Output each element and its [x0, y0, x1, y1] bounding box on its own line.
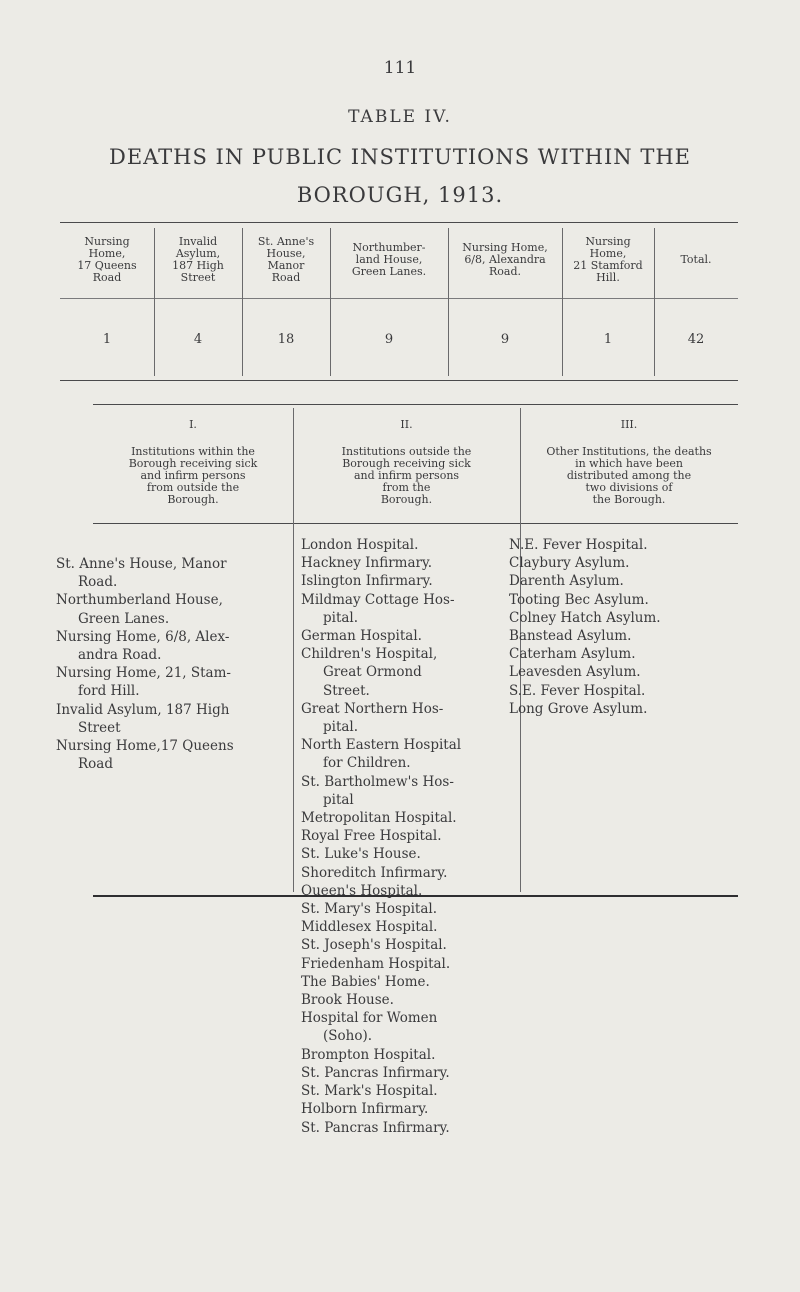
- summary-header-line: Asylum,: [175, 247, 221, 260]
- list-item-line: Caterham Asylum.: [509, 646, 636, 663]
- section-description-line: and infirm persons: [140, 469, 246, 482]
- list-item-line: German Hospital.: [301, 628, 422, 645]
- summary-header-line: Total.: [680, 253, 712, 266]
- summary-value-5: 9: [500, 332, 510, 347]
- list-item-line: Long Grove Asylum.: [509, 700, 648, 717]
- summary-header-line: Home,: [589, 247, 627, 260]
- list-item-line: Royal Free Hospital.: [301, 828, 442, 845]
- list-item-line: Street: [78, 719, 121, 736]
- list-item-line: N.E. Fever Hospital.: [509, 537, 648, 553]
- summary-header-line: land House,: [355, 253, 423, 266]
- list-item-line: ford Hill.: [78, 683, 140, 700]
- section-description-line: distributed among the: [566, 469, 692, 482]
- list-item-line: Claybury Asylum.: [509, 555, 630, 572]
- section-description-line: from outside the: [146, 481, 240, 494]
- list-item: [509, 700, 738, 718]
- list-item: [301, 1119, 517, 1137]
- section-numeral-2: II.: [400, 418, 413, 431]
- list-item: [509, 645, 738, 663]
- list-item-line: Invalid Asylum, 187 High: [56, 701, 230, 718]
- list-item-line: Tooting Bec Asylum.: [509, 591, 649, 608]
- list-item-line: Mildmay Cottage Hos-: [301, 591, 455, 608]
- list-item-line: Road.: [78, 574, 118, 591]
- list-item-line: Friedenham Hospital.: [301, 955, 451, 972]
- list-item: [56, 555, 290, 591]
- list-item: [301, 773, 517, 809]
- list-item-line: Darenth Asylum.: [509, 573, 624, 590]
- summary-header-line: 187 High: [172, 259, 224, 272]
- list-item-line: pital.: [323, 719, 359, 736]
- list-item: [301, 591, 517, 627]
- sections-header-rule: [93, 523, 738, 524]
- summary-header-line: Road.: [488, 265, 521, 278]
- summary-header-line: House,: [266, 247, 306, 260]
- list-item-line: Nursing Home,17 Queens: [56, 738, 234, 755]
- list-item-line: Brook House.: [301, 992, 394, 1009]
- list-item: [56, 591, 290, 627]
- list-item: [301, 1100, 517, 1118]
- page-heading-line-2: BOROUGH, 1913.: [296, 183, 504, 207]
- table-title: TABLE IV.: [348, 107, 452, 127]
- section-description-line: and infirm persons: [353, 469, 460, 482]
- list-item: [56, 701, 290, 737]
- list-item-line: Middlesex Hospital.: [301, 919, 438, 936]
- list-item: [301, 845, 517, 863]
- list-item: [301, 572, 517, 590]
- list-item-line: St. Joseph's Hospital.: [301, 937, 447, 954]
- list-item-line: Shoreditch Infirmary.: [301, 864, 448, 881]
- list-item-line: Brompton Hospital.: [301, 1046, 436, 1063]
- list-item: [509, 554, 738, 572]
- list-item: [301, 936, 517, 954]
- list-item-line: (Soho).: [323, 1028, 373, 1045]
- list-item: [301, 809, 517, 827]
- section-description-line: Institutions within the: [131, 445, 255, 458]
- list-item-line: Holborn Infirmary.: [301, 1101, 429, 1118]
- section-description-line: two divisions of: [585, 481, 673, 494]
- summary-header-line: 6/8, Alexandra: [464, 253, 546, 266]
- list-item-line: St. Pancras Infirmary.: [301, 1119, 450, 1136]
- list-item-line: Street.: [323, 682, 370, 699]
- summary-header-7: [654, 254, 738, 266]
- section-description-line: from the: [382, 481, 431, 494]
- summary-header-line: Home,: [88, 247, 126, 260]
- summary-header-3: [242, 236, 330, 284]
- section-list-3: [509, 536, 738, 718]
- section-description-line: Borough.: [167, 493, 219, 506]
- list-item-line: Great Ormond: [323, 664, 422, 681]
- list-item: [301, 827, 517, 845]
- list-item: [301, 864, 517, 882]
- list-item-line: Nursing Home, 21, Stam-: [56, 665, 231, 682]
- list-item: [301, 1064, 517, 1082]
- summary-value-7: 42: [687, 332, 705, 347]
- summary-value-2: 4: [193, 332, 203, 347]
- section-description-3: [520, 446, 738, 506]
- summary-value-1: 1: [102, 332, 112, 347]
- list-item: [301, 1009, 517, 1045]
- summary-header-line: Nursing: [84, 235, 130, 248]
- list-item-line: Green Lanes.: [78, 610, 170, 627]
- page-number: 111: [383, 58, 417, 78]
- list-item: [301, 900, 517, 918]
- list-item: [509, 682, 738, 700]
- section-description-line: Borough receiving sick: [128, 457, 258, 470]
- list-item-line: andra Road.: [78, 647, 162, 664]
- list-item-line: St. Bartholmew's Hos-: [301, 773, 454, 790]
- section-numeral-3: III.: [620, 418, 638, 431]
- list-item-line: Nursing Home, 6/8, Alex-: [56, 628, 230, 645]
- section-description-line: Other Institutions, the deaths: [546, 445, 712, 458]
- summary-value-6: 1: [603, 332, 613, 347]
- list-item: [509, 663, 738, 681]
- list-item: [509, 572, 738, 590]
- summary-header-6: [562, 236, 654, 284]
- list-item: [56, 737, 290, 773]
- summary-header-line: Green Lanes.: [351, 265, 427, 278]
- list-item-line: Colney Hatch Asylum.: [509, 609, 661, 626]
- list-item-line: Great Northern Hos-: [301, 700, 444, 717]
- list-item: [301, 554, 517, 572]
- list-item-line: St. Luke's House.: [301, 846, 421, 863]
- list-item-line: London Hospital.: [301, 537, 419, 553]
- list-item-line: St. Mark's Hospital.: [301, 1083, 438, 1100]
- list-item: [301, 1046, 517, 1064]
- list-item: [56, 628, 290, 664]
- list-item: [301, 955, 517, 973]
- list-item-line: for Children.: [323, 755, 411, 772]
- summary-table-bottom-rule: [60, 380, 738, 381]
- page-heading-line-1: DEATHS IN PUBLIC INSTITUTIONS WITHIN THE: [108, 145, 691, 169]
- list-item: [301, 991, 517, 1009]
- list-item-line: North Eastern Hospital: [301, 737, 462, 754]
- summary-value-4: 9: [384, 332, 394, 347]
- summary-column-divider: [562, 228, 563, 376]
- summary-header-5: [448, 242, 562, 278]
- list-item-line: Banstead Asylum.: [509, 628, 632, 645]
- section-list-1: [56, 555, 290, 773]
- sections-top-rule: [93, 404, 738, 405]
- list-item-line: pital.: [323, 609, 359, 626]
- section-numeral-1: I.: [189, 418, 197, 431]
- summary-header-line: Road: [271, 271, 301, 284]
- summary-column-divider: [654, 228, 655, 376]
- list-item: [56, 664, 290, 700]
- summary-header-line: Manor: [267, 259, 305, 272]
- summary-table-header-rule: [60, 298, 738, 299]
- section-description-line: the Borough.: [592, 493, 666, 506]
- list-item: [301, 700, 517, 736]
- list-item: [301, 645, 517, 700]
- list-item: [301, 1082, 517, 1100]
- summary-table-top-rule: [60, 222, 738, 223]
- summary-header-2: [154, 236, 242, 284]
- summary-header-line: Nursing: [585, 235, 631, 248]
- list-item-line: St. Mary's Hospital.: [301, 901, 438, 918]
- section-description-line: Borough.: [380, 493, 433, 506]
- summary-header-line: St. Anne's: [257, 235, 315, 248]
- list-item-line: Queen's Hospital.: [301, 882, 423, 899]
- list-item: [301, 627, 517, 645]
- summary-header-line: Nursing Home,: [462, 241, 548, 254]
- summary-header-line: Invalid: [178, 235, 218, 248]
- list-item-line: Islington Infirmary.: [301, 573, 433, 590]
- summary-header-1: [60, 236, 154, 284]
- list-item-line: St. Anne's House, Manor: [56, 556, 227, 572]
- list-item-line: pital: [323, 791, 354, 808]
- list-item-line: Hackney Infirmary.: [301, 555, 433, 572]
- summary-header-line: Hill.: [596, 271, 620, 284]
- list-item-line: Leavesden Asylum.: [509, 664, 641, 681]
- section-description-line: Institutions outside the: [341, 445, 472, 458]
- summary-header-line: Street: [180, 271, 216, 284]
- list-item: [509, 627, 738, 645]
- list-item: [509, 609, 738, 627]
- summary-column-divider: [154, 228, 155, 376]
- list-item: [301, 918, 517, 936]
- summary-header-line: Northumber-: [352, 241, 426, 254]
- summary-header-line: 21 Stamford: [573, 259, 643, 272]
- list-item-line: S.E. Fever Hospital.: [509, 682, 646, 699]
- list-item-line: Road: [78, 756, 113, 773]
- summary-value-3: 18: [277, 332, 295, 347]
- list-item-line: St. Pancras Infirmary.: [301, 1064, 450, 1081]
- summary-column-divider: [448, 228, 449, 376]
- section-description-line: Borough receiving sick: [342, 457, 471, 470]
- list-item: [509, 536, 738, 554]
- list-item: [301, 973, 517, 991]
- section-description-1: [93, 446, 293, 506]
- list-item-line: The Babies' Home.: [301, 973, 430, 990]
- list-item: [301, 882, 517, 900]
- summary-header-line: Road: [92, 271, 122, 284]
- summary-header-4: [330, 242, 448, 278]
- summary-column-divider: [330, 228, 331, 376]
- summary-header-line: 17 Queens: [77, 259, 137, 272]
- list-item-line: Northumberland House,: [56, 592, 223, 609]
- list-item: [301, 736, 517, 772]
- list-item-line: Hospital for Women: [301, 1010, 438, 1027]
- section-description-line: in which have been: [575, 457, 683, 470]
- summary-column-divider: [242, 228, 243, 376]
- list-item-line: Metropolitan Hospital.: [301, 810, 457, 827]
- list-item: [301, 536, 517, 554]
- section-description-2: [293, 446, 520, 506]
- section-list-2: [301, 536, 517, 1137]
- list-item: [509, 591, 738, 609]
- list-item-line: Children's Hospital,: [301, 646, 438, 663]
